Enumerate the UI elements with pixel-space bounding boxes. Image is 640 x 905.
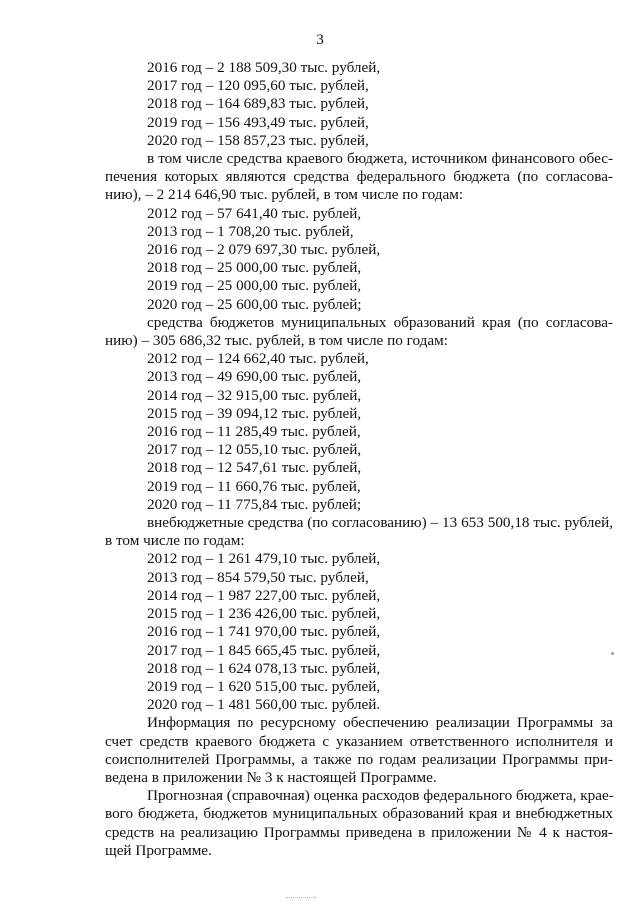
text-line: 2013 год – 854 579,50 тыс. рублей, — [147, 568, 369, 586]
text-line: 2019 год – 1 620 515,00 тыс. рублей, — [147, 677, 381, 695]
text-line: 2012 год – 1 261 479,10 тыс. рублей, — [147, 550, 381, 568]
document-body — [105, 59, 613, 860]
text-line: вого бюджета, бюджетов муниципальных образований края и внебюджетных — [105, 805, 613, 823]
text-line: 2016 год – 2 079 697,30 тыс. рублей, — [147, 241, 381, 259]
text-line: 2020 год – 11 775,84 тыс. рублей; — [147, 495, 362, 513]
text-line: щей Программе. — [105, 841, 212, 859]
text-line: в том числе средства краевого бюджета, источником финансового обес- — [147, 150, 613, 168]
text-line: 2016 год – 1 741 970,00 тыс. рублей, — [147, 623, 381, 641]
text-line: 2013 год – 49 690,00 тыс. рублей, — [147, 368, 362, 386]
text-line: 2012 год – 124 662,40 тыс. рублей, — [147, 350, 369, 368]
text-line: 2019 год – 156 493,49 тыс. рублей, — [147, 113, 369, 131]
text-line: 2017 год – 1 845 665,45 тыс. рублей, — [147, 641, 381, 659]
text-line: 2020 год – 1 481 560,00 тыс. рублей. — [147, 696, 381, 714]
text-line: нию), – 2 214 646,90 тыс. рублей, в том числе по годам: — [105, 186, 464, 204]
text-line: 2020 год – 158 857,23 тыс. рублей, — [147, 131, 369, 149]
text-line: средства бюджетов муниципальных образований края (по согласова- — [147, 313, 613, 331]
text-line: соисполнителей Программы, а также по годам реализации Программы при- — [105, 750, 613, 768]
text-line: Прогнозная (справочная) оценка расходов федерального бюджета, крае- — [147, 787, 614, 805]
text-line: 2015 год – 39 094,12 тыс. рублей, — [147, 404, 362, 422]
page-number: 3 — [316, 31, 324, 48]
text-line: 2018 год – 12 547,61 тыс. рублей, — [147, 459, 362, 477]
text-line: 2020 год – 25 600,00 тыс. рублей; — [147, 295, 362, 313]
text-line: 2017 год – 12 055,10 тыс. рублей, — [147, 441, 362, 459]
text-line: средств на реализацию Программы приведена в приложении № 4 к настоя- — [105, 823, 613, 841]
text-line: 2016 год – 11 285,49 тыс. рублей, — [147, 423, 361, 441]
scan-smudge — [286, 897, 316, 899]
text-line: счет средств краевого бюджета с указанием ответственного исполнителя и — [105, 732, 613, 750]
text-line: 2019 год – 25 000,00 тыс. рублей, — [147, 277, 362, 295]
text-line: 2019 год – 11 660,76 тыс. рублей, — [147, 477, 361, 495]
text-line: в том числе по годам: — [105, 532, 245, 550]
text-line: 2014 год – 1 987 227,00 тыс. рублей, — [147, 586, 381, 604]
text-line: 2018 год – 164 689,83 тыс. рублей, — [147, 95, 369, 113]
text-line: 2018 год – 1 624 078,13 тыс. рублей, — [147, 659, 381, 677]
text-line: печения которых являются средства федерального бюджета (по согласова- — [105, 168, 613, 186]
text-line: Информация по ресурсному обеспечению реализации Программы за — [147, 714, 613, 732]
text-line: 2013 год – 1 708,20 тыс. рублей, — [147, 222, 354, 240]
text-line: 2017 год – 120 095,60 тыс. рублей, — [147, 77, 369, 95]
text-line: нию) – 305 686,32 тыс. рублей, в том числе по годам: — [105, 332, 448, 350]
text-line: 2018 год – 25 000,00 тыс. рублей, — [147, 259, 362, 277]
scan-dot — [611, 652, 614, 655]
text-line: 2015 год – 1 236 426,00 тыс. рублей, — [147, 605, 381, 623]
text-line: ведена в приложении № 3 к настоящей Программе. — [105, 768, 437, 786]
text-line: внебюджетные средства (по согласованию) – 13 653 500,18 тыс. рублей, — [147, 514, 613, 532]
text-line: 2016 год – 2 188 509,30 тыс. рублей, — [147, 59, 381, 76]
text-line: 2014 год – 32 915,00 тыс. рублей, — [147, 386, 362, 404]
text-line: 2012 год – 57 641,40 тыс. рублей, — [147, 204, 362, 222]
